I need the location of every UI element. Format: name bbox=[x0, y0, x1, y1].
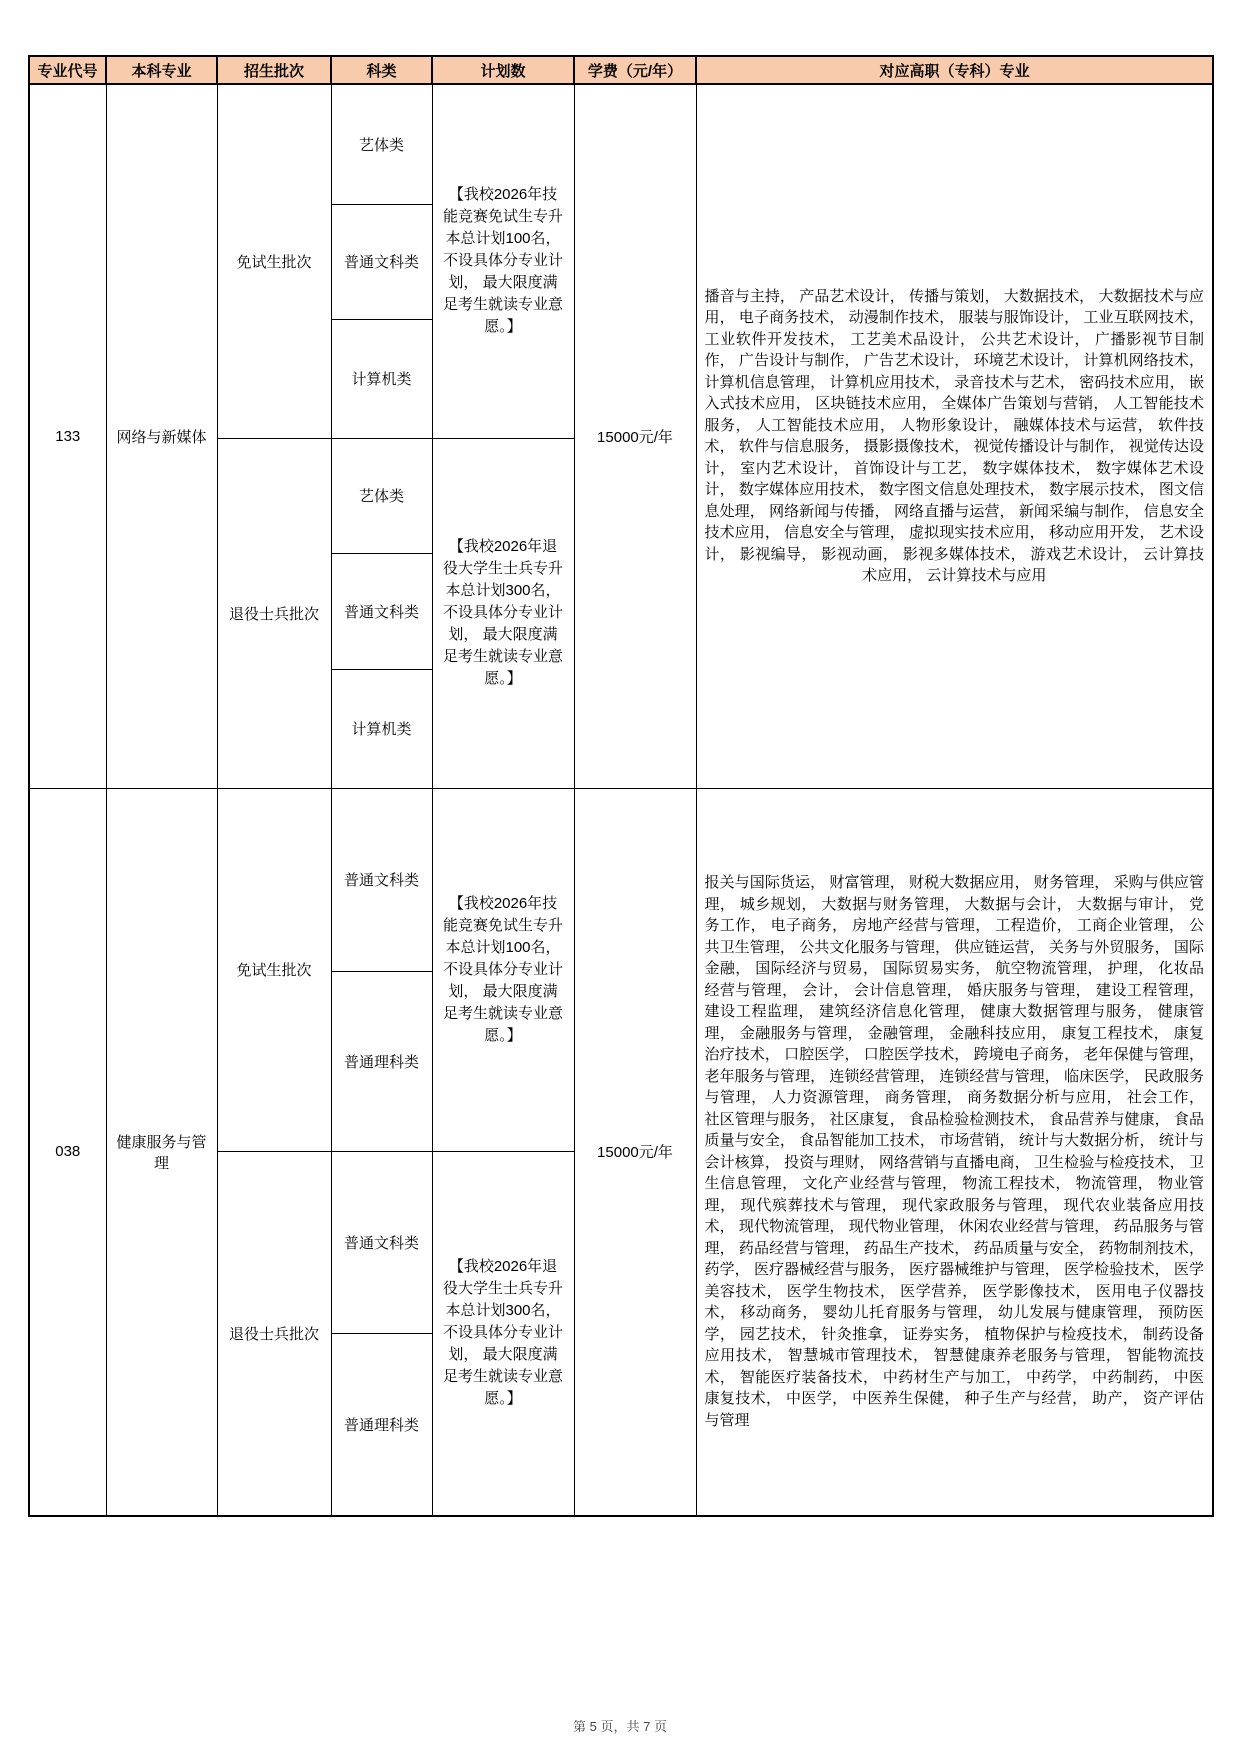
col-header-major-code: 专业代号 bbox=[29, 56, 106, 84]
category-cell: 普通理科类 bbox=[331, 971, 432, 1151]
batch-cell: 免试生批次 bbox=[217, 84, 331, 438]
major-name-cell: 健康服务与管理 bbox=[106, 788, 217, 1516]
batch-cell: 退役士兵批次 bbox=[217, 1151, 331, 1516]
col-header-corresponding-majors: 对应高职（专科）专业 bbox=[696, 56, 1213, 84]
col-header-plan-count: 计划数 bbox=[432, 56, 574, 84]
batch-cell: 退役士兵批次 bbox=[217, 438, 331, 788]
page-footer: 第 5 页，共 7 页 bbox=[573, 1719, 667, 1734]
category-cell: 普通文科类 bbox=[331, 204, 432, 319]
corresponding-majors-cell: 报关与国际货运， 财富管理， 财税大数据应用， 财务管理， 采购与供应管理， 城乡规划， 大数据与财务管理， 大数据与会计， 大数据与审计， 党务工作， 电子商务， 房地产经营与管理， 工程造价， 工商企业管理， 公共卫生管理， 公共文化服务与管理， 供应链运营， 关务与外贸服务， 国际金融， 国际经济与贸易， 国际贸易实务， 航空物流管理， 护理， 化妆品经营与管理， 会计， 会计信息管理， 婚庆服务与管理， 建设工程管理， 建设工程监理， 建筑经济信息化管理， 健康大数据管理与服务， 健康管理， 金融服务与管理， 金融管理， 金融科技应用， 康复工程技术， 康复治疗技术， 口腔医学， 口腔医学技术， 跨境电子商务， 老年保健与管理， 老年服务与管理， 连锁经营管理， 连锁经营与管理， 临床医学， 民政服务与管理， 人力资源管理， 商务管理， 商务数据分析与应用， 社会工作， 社区管理与服务， 社区康复， 食品检验检测技术， 食品营养与健康， 食品质量与安全， 食品智能加工技术， 市场营销， 统计与大数据分析， 统计与会计核算， 投资与理财， 网络营销与直播电商， 卫生检验与检疫技术， 卫生信息管理， 文化产业经营与管理， 物流工程技术， 物流管理， 物业管理， 现代殡葬技术与管理， 现代家政服务与管理， 现代农业装备应用技术， 现代物流管理， 现代物业管理， 休闲农业经营与管理， 药品服务与管理， 药品经营与管理， 药品生产技术， 药品质量与安全， 药物制剂技术， 药学， 医疗器械经营与服务， 医疗器械维护与管理， 医学检验技术， 医学美容技术， 医学生物技术， 医学营养， 医学影像技术， 医用电子仪器技术， 移动商务， 婴幼儿托育服务与管理， 幼儿发展与健康管理， 预防医学， 园艺技术， 针灸推拿， 证券实务， 植物保护与检疫技术， 制药设备应用技术， 智慧城市管理技术， 智慧健康养老服务与管理， 智能物流技术， 智能医疗装备技术， 中药材生产与加工， 中药学， 中药制药， 中医康复技术， 中医学， 中医养生保健， 种子生产与经营， 助产， 资产评估与管理 bbox=[696, 788, 1213, 1516]
table-row bbox=[29, 788, 1213, 971]
col-header-tuition: 学费（元/年） bbox=[574, 56, 696, 84]
plan-count-cell: 【我校2026年技能竞赛免试生专升本总计划100名，不设具体分专业计划， 最大限度满足考生就读专业意愿。】 bbox=[432, 788, 574, 1151]
category-cell: 计算机类 bbox=[331, 319, 432, 438]
category-cell: 计算机类 bbox=[331, 669, 432, 788]
plan-count-cell: 【我校2026年技能竞赛免试生专升本总计划100名，不设具体分专业计划， 最大限度满足考生就读专业意愿。】 bbox=[432, 84, 574, 438]
col-header-undergrad-major: 本科专业 bbox=[106, 56, 217, 84]
admission-plan-table bbox=[28, 55, 1214, 1517]
category-cell: 普通理科类 bbox=[331, 1333, 432, 1516]
category-cell: 普通文科类 bbox=[331, 553, 432, 669]
col-header-batch: 招生批次 bbox=[217, 56, 331, 84]
tuition-cell: 15000元/年 bbox=[574, 84, 696, 788]
category-cell: 普通文科类 bbox=[331, 788, 432, 971]
category-cell: 艺体类 bbox=[331, 438, 432, 553]
batch-cell: 免试生批次 bbox=[217, 788, 331, 1151]
header-row bbox=[29, 56, 1213, 84]
category-cell: 普通文科类 bbox=[331, 1151, 432, 1333]
corresponding-majors-cell: 播音与主持， 产品艺术设计， 传播与策划， 大数据技术， 大数据技术与应用， 电子商务技术， 动漫制作技术， 服装与服饰设计， 工业互联网技术， 工业软件开发技术， 工艺美术品设计， 公共艺术设计， 广播影视节目制作， 广告设计与制作， 广告艺术设计， 环境艺术设计， 计算机网络技术， 计算机信息管理， 计算机应用技术， 录音技术与艺术， 密码技术应用， 嵌入式技术应用， 区块链技术应用， 全媒体广告策划与营销， 人工智能技术服务， 人工智能技术应用， 人物形象设计， 融媒体技术与运营， 软件技术， 软件与信息服务， 摄影摄像技术， 视觉传播设计与制作， 视觉传达设计， 室内艺术设计， 首饰设计与工艺， 数字媒体技术， 数字媒体艺术设计， 数字媒体应用技术， 数字图文信息处理技术， 数字展示技术， 图文信息处理， 网络新闻与传播， 网络直播与运营， 新闻采编与制作， 信息安全技术应用， 信息安全与管理， 虚拟现实技术应用， 移动应用开发， 艺术设计， 影视编导， 影视动画， 影视多媒体技术， 游戏艺术设计， 云计算技术应用， 云计算技术与应用 bbox=[696, 84, 1213, 788]
category-cell: 艺体类 bbox=[331, 84, 432, 204]
major-code-cell: 038 bbox=[29, 788, 106, 1516]
plan-count-cell: 【我校2026年退役大学生士兵专升本总计划300名，不设具体分专业计划， 最大限度满足考生就读专业意愿。】 bbox=[432, 1151, 574, 1516]
table-row bbox=[29, 84, 1213, 204]
major-code-cell: 133 bbox=[29, 84, 106, 788]
plan-count-cell: 【我校2026年退役大学生士兵专升本总计划300名，不设具体分专业计划， 最大限度满足考生就读专业意愿。】 bbox=[432, 438, 574, 788]
col-header-category: 科类 bbox=[331, 56, 432, 84]
tuition-cell: 15000元/年 bbox=[574, 788, 696, 1516]
major-name-cell: 网络与新媒体 bbox=[106, 84, 217, 788]
